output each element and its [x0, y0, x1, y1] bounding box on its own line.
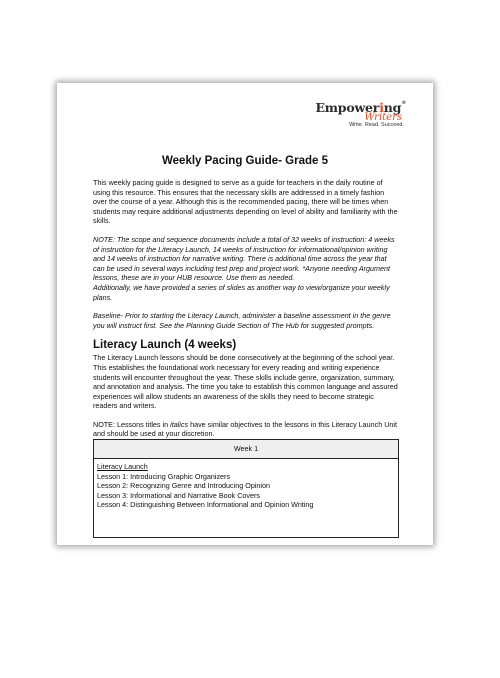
- document-page: [57, 83, 433, 545]
- baseline-note: Baseline- Prior to starting the Literacy Launch, administer a baseline assessment in the genre you will instruct first. See the Planning Guide Section of The Hub for suggested prompts.: [93, 311, 391, 330]
- lesson-item: Lesson 4: Distinguishing Between Informational and Opinion Writing: [97, 500, 314, 510]
- week-cell: [94, 459, 399, 538]
- section-paragraph: The Literacy Launch lessons should be done consecutively at the beginning of the school year. This establishes the foundational work necessary for every reading and writing experience students will encounter throughout the year. These skills include genre, organization, summary, and annotation and analysis. The time you take to establish this common language and assured experiences will allow students an awareness of the skills they need to become strategic readers and writers.: [93, 353, 398, 411]
- scope-note: [93, 235, 399, 302]
- italics-note: NOTE: Lessons titles in italics have similar objectives to the lessons in this Literacy Launch Unit and should be used at your discretion.: [93, 419, 398, 439]
- scope-note-text: NOTE: The scope and sequence documents include a total of 32 weeks of instruction: 4 weeks of instruction for the Literacy Launch, 14 weeks of instruction for informational/opinion writing and 14 weeks of instruction for narrative writing. There is additional time across the year that can be used in several ways including test prep and project work. *Anyone needing Argument lessons, these are in your HUB resource. Use them as needed.: [93, 234, 395, 283]
- slides-note-text: Additionally, we have provided a series of slides as another way to view/organize your weekly plans.: [93, 282, 390, 302]
- lesson-item: Lesson 3: Informational and Narrative Book Covers: [97, 490, 260, 500]
- lesson-item: Lesson 2: Recognizing Genre and Introducing Opinion: [97, 481, 271, 491]
- lesson-item: Lesson 1: Introducing Graphic Organizers: [97, 471, 231, 481]
- unit-title: Literacy Launch: [97, 462, 148, 472]
- page-title: Weekly Pacing Guide- Grade 5: [162, 155, 328, 167]
- logo-sub: Writers: [364, 112, 402, 123]
- logo-wordmark: Empowering®: [315, 100, 406, 115]
- logo-tagline: Write. Read. Succeed.: [349, 122, 404, 128]
- week-header: Week 1: [94, 440, 399, 459]
- section-heading: Literacy Launch (4 weeks): [93, 339, 237, 352]
- empowering-writers-logo: [315, 100, 406, 128]
- document-body: [93, 178, 399, 538]
- intro-paragraph: This weekly pacing guide is designed to serve as a guide for teachers in the daily routine of using this resource. This ensures that the necessary skills are addressed in a timely fashion over the course of a year. Although this is the recommended pacing, there will be times when students may require additional adjustments depending on level of ability and familiarity with the skills.: [93, 178, 398, 226]
- week-table: [93, 439, 399, 538]
